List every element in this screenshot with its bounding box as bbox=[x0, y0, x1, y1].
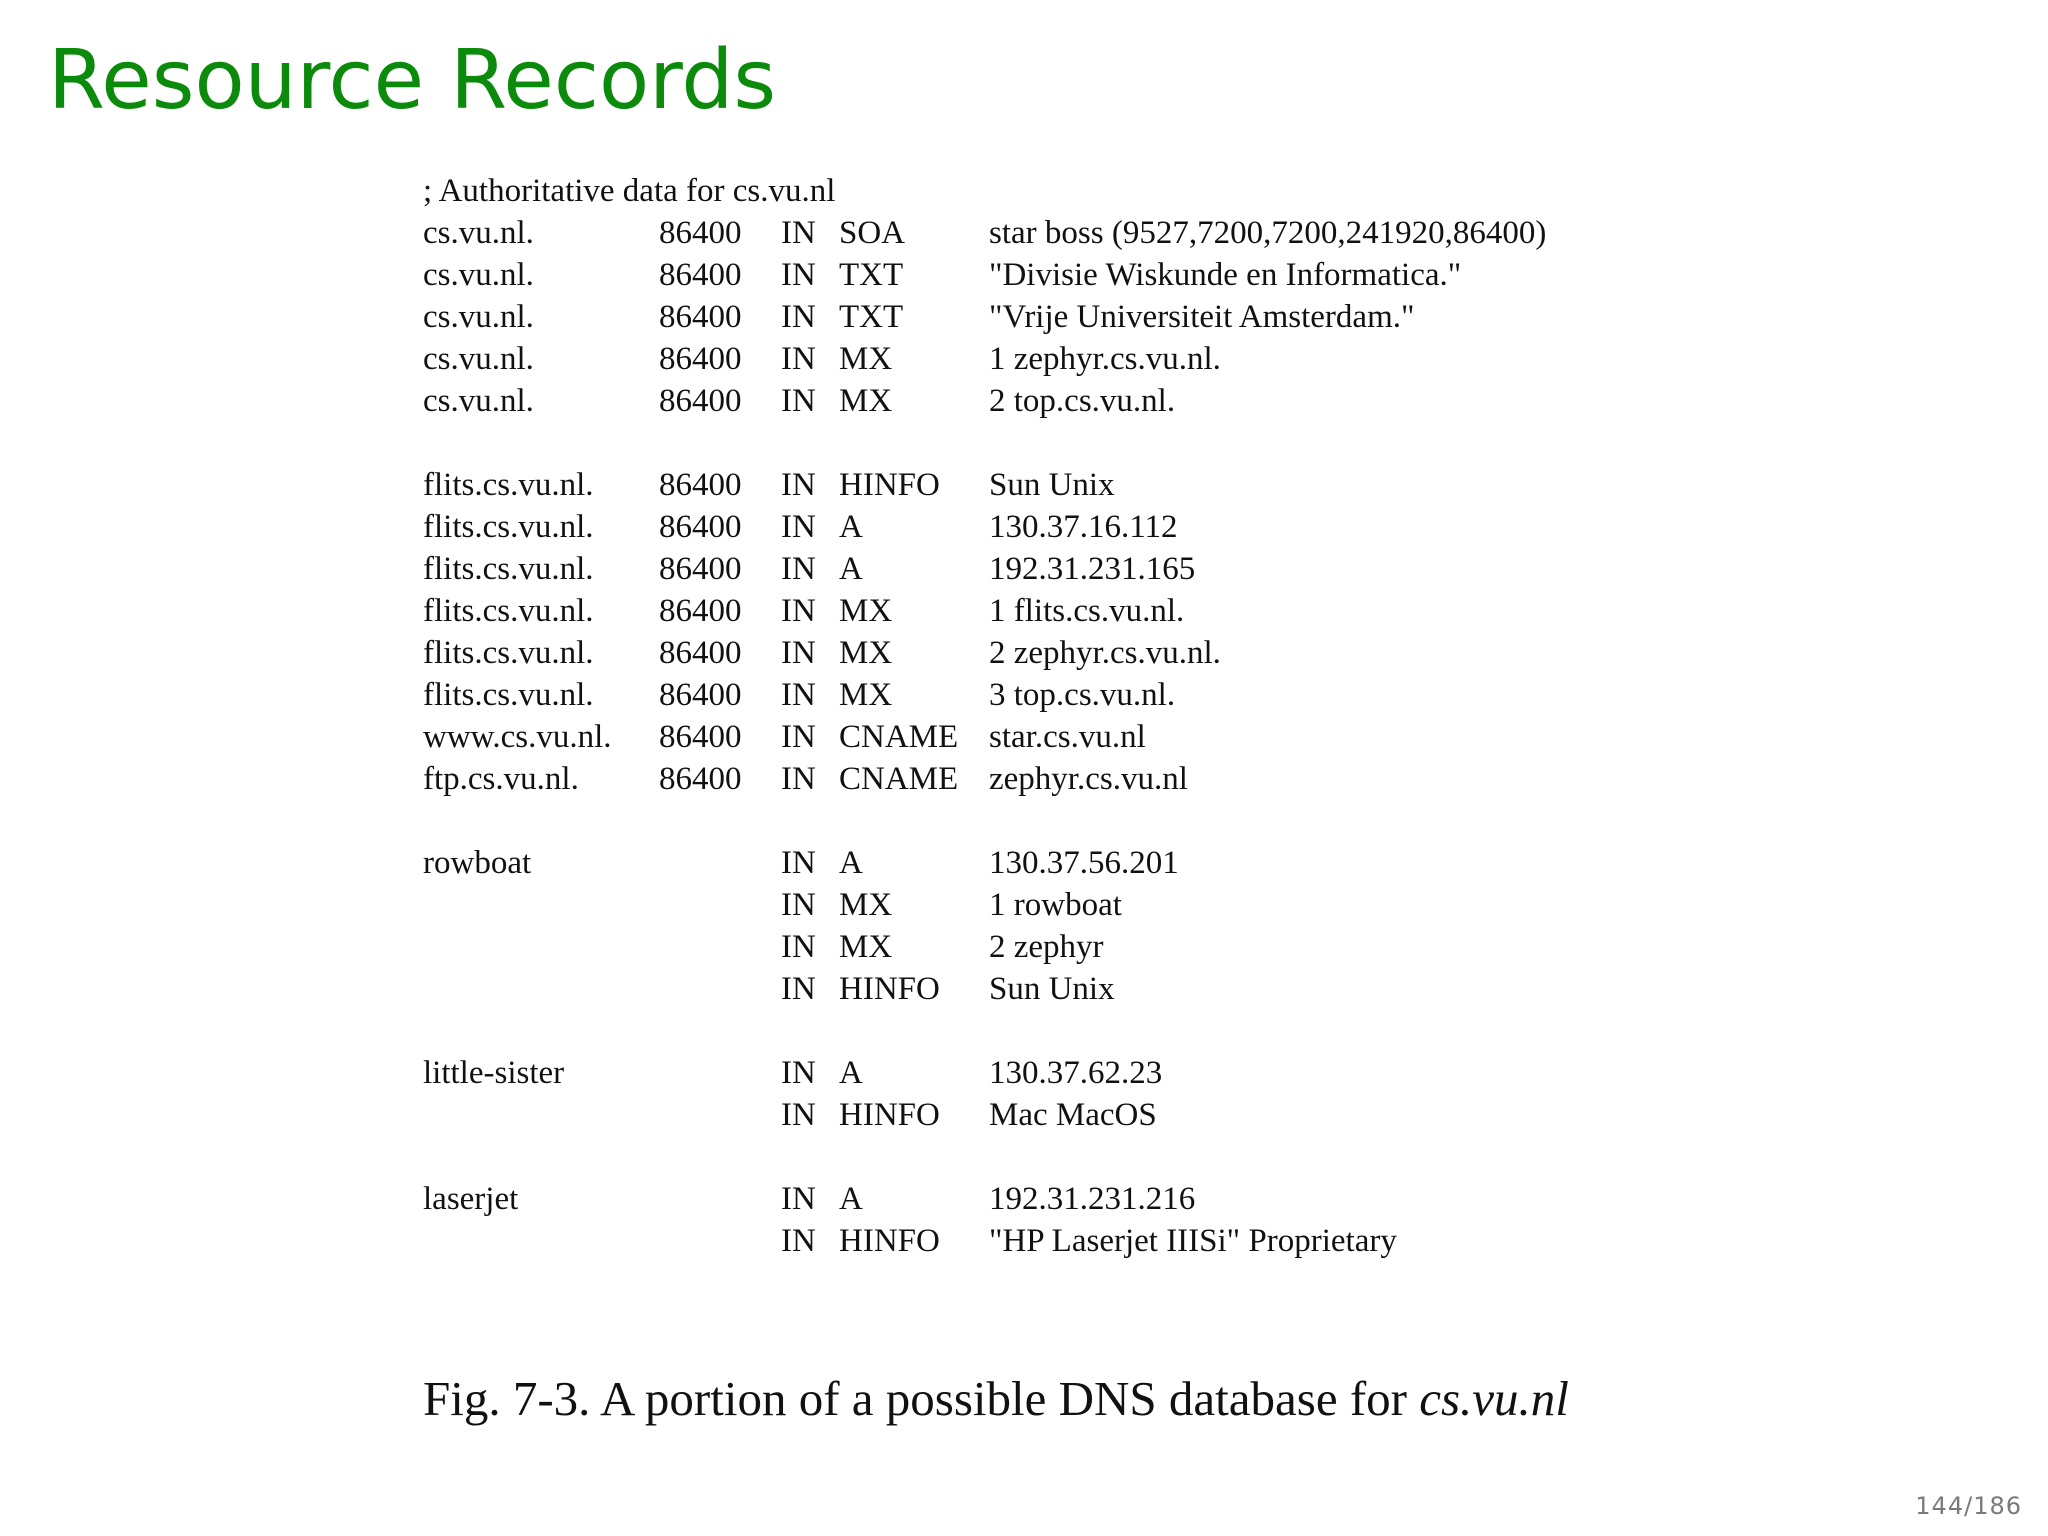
record-value: Sun Unix bbox=[989, 467, 1115, 503]
record-ttl: 86400 bbox=[659, 635, 742, 671]
resource-record-row bbox=[423, 1178, 1196, 1220]
record-ttl: 86400 bbox=[659, 215, 742, 251]
record-class: IN bbox=[781, 845, 816, 881]
record-class: IN bbox=[781, 1181, 816, 1217]
record-type: MX bbox=[839, 635, 893, 671]
record-class: IN bbox=[781, 551, 816, 587]
record-name: flits.cs.vu.nl. bbox=[423, 551, 594, 587]
record-ttl: 86400 bbox=[659, 509, 742, 545]
resource-record-row bbox=[423, 716, 1146, 758]
record-value: Sun Unix bbox=[989, 971, 1115, 1007]
resource-record-row bbox=[423, 1052, 1163, 1094]
record-type: MX bbox=[839, 341, 893, 377]
record-ttl: 86400 bbox=[659, 383, 742, 419]
record-value: star.cs.vu.nl bbox=[989, 719, 1146, 755]
zone-comment: ; Authoritative data for cs.vu.nl bbox=[423, 173, 836, 209]
record-name: www.cs.vu.nl. bbox=[423, 719, 612, 755]
record-value: 2 zephyr bbox=[989, 929, 1104, 965]
record-type: MX bbox=[839, 887, 893, 923]
record-type: TXT bbox=[839, 299, 904, 335]
resource-record-row bbox=[423, 548, 1196, 590]
record-value: 1 zephyr.cs.vu.nl. bbox=[989, 341, 1221, 377]
resource-record-row bbox=[423, 674, 1176, 716]
record-type: HINFO bbox=[839, 971, 940, 1007]
page-separator: / bbox=[1964, 1492, 1974, 1520]
record-value: zephyr.cs.vu.nl bbox=[989, 761, 1188, 797]
record-type: MX bbox=[839, 677, 893, 713]
record-value: 2 top.cs.vu.nl. bbox=[989, 383, 1176, 419]
record-name: flits.cs.vu.nl. bbox=[423, 509, 594, 545]
record-class: IN bbox=[781, 341, 816, 377]
record-class: IN bbox=[781, 761, 816, 797]
resource-record-row bbox=[423, 968, 1115, 1010]
resource-record-row bbox=[423, 338, 1221, 380]
resource-record-row bbox=[423, 842, 1179, 884]
record-spacer bbox=[423, 1010, 835, 1052]
record-value: 2 zephyr.cs.vu.nl. bbox=[989, 635, 1221, 671]
record-class: IN bbox=[781, 1223, 816, 1259]
record-class: IN bbox=[781, 719, 816, 755]
figure-caption bbox=[423, 1370, 1569, 1427]
record-class: IN bbox=[781, 593, 816, 629]
caption-domain: cs.vu.nl bbox=[1419, 1371, 1569, 1426]
record-name: little-sister bbox=[423, 1055, 565, 1091]
record-value: "Divisie Wiskunde en Informatica." bbox=[989, 257, 1462, 293]
record-type: A bbox=[839, 509, 863, 545]
record-value: Mac MacOS bbox=[989, 1097, 1157, 1133]
page-indicator bbox=[1915, 1492, 2022, 1520]
record-type: A bbox=[839, 845, 863, 881]
record-value: 1 flits.cs.vu.nl. bbox=[989, 593, 1185, 629]
record-type: SOA bbox=[839, 215, 906, 251]
record-value: "Vrije Universiteit Amsterdam." bbox=[989, 299, 1415, 335]
record-class: IN bbox=[781, 677, 816, 713]
resource-record-row bbox=[423, 464, 1115, 506]
record-ttl: 86400 bbox=[659, 677, 742, 713]
record-type: CNAME bbox=[839, 761, 959, 797]
record-type: MX bbox=[839, 929, 893, 965]
record-type: HINFO bbox=[839, 467, 940, 503]
resource-record-row bbox=[423, 1094, 1157, 1136]
resource-record-row bbox=[423, 632, 1221, 674]
record-name: laserjet bbox=[423, 1181, 519, 1217]
record-value: 192.31.231.216 bbox=[989, 1181, 1196, 1217]
record-type: HINFO bbox=[839, 1097, 940, 1133]
record-class: IN bbox=[781, 1097, 816, 1133]
record-class: IN bbox=[781, 971, 816, 1007]
record-class: IN bbox=[781, 467, 816, 503]
record-type: A bbox=[839, 1181, 863, 1217]
record-name: cs.vu.nl. bbox=[423, 383, 534, 419]
record-class: IN bbox=[781, 635, 816, 671]
page-current: 144 bbox=[1915, 1492, 1965, 1520]
dns-database-listing bbox=[423, 170, 1547, 1262]
record-type: CNAME bbox=[839, 719, 959, 755]
record-class: IN bbox=[781, 215, 816, 251]
record-ttl: 86400 bbox=[659, 551, 742, 587]
record-name: ftp.cs.vu.nl. bbox=[423, 761, 579, 797]
record-ttl: 86400 bbox=[659, 593, 742, 629]
record-value: 130.37.16.112 bbox=[989, 509, 1178, 545]
record-class: IN bbox=[781, 509, 816, 545]
resource-record-row bbox=[423, 590, 1185, 632]
record-class: IN bbox=[781, 299, 816, 335]
record-value: "HP Laserjet IIISi" Proprietary bbox=[989, 1223, 1397, 1259]
resource-record-row bbox=[423, 380, 1176, 422]
record-class: IN bbox=[781, 887, 816, 923]
resource-record-row bbox=[423, 254, 1462, 296]
record-value: 1 rowboat bbox=[989, 887, 1122, 923]
record-class: IN bbox=[781, 929, 816, 965]
slide-title: Resource Records bbox=[48, 33, 777, 128]
record-name: flits.cs.vu.nl. bbox=[423, 677, 594, 713]
record-ttl: 86400 bbox=[659, 761, 742, 797]
record-class: IN bbox=[781, 1055, 816, 1091]
caption-text: Fig. 7-3. A portion of a possible DNS database for bbox=[423, 1371, 1420, 1426]
record-ttl: 86400 bbox=[659, 467, 742, 503]
record-value: star boss (9527,7200,7200,241920,86400) bbox=[989, 215, 1547, 251]
record-class: IN bbox=[781, 383, 816, 419]
resource-record-row bbox=[423, 758, 1188, 800]
record-type: A bbox=[839, 551, 863, 587]
record-type: HINFO bbox=[839, 1223, 940, 1259]
record-type: TXT bbox=[839, 257, 904, 293]
resource-record-row bbox=[423, 296, 1415, 338]
resource-record-row bbox=[423, 884, 1122, 926]
record-spacer bbox=[423, 800, 835, 842]
resource-record-row bbox=[423, 1220, 1397, 1262]
record-name: cs.vu.nl. bbox=[423, 215, 534, 251]
record-name: flits.cs.vu.nl. bbox=[423, 635, 594, 671]
resource-record-row bbox=[423, 926, 1104, 968]
record-name: flits.cs.vu.nl. bbox=[423, 467, 594, 503]
record-name: cs.vu.nl. bbox=[423, 257, 534, 293]
record-spacer bbox=[423, 422, 835, 464]
record-type: MX bbox=[839, 383, 893, 419]
resource-record-row bbox=[423, 212, 1547, 254]
resource-record-row bbox=[423, 506, 1178, 548]
record-value: 192.31.231.165 bbox=[989, 551, 1196, 587]
record-ttl: 86400 bbox=[659, 341, 742, 377]
record-type: A bbox=[839, 1055, 863, 1091]
resource-record-list bbox=[423, 212, 1547, 1262]
record-value: 3 top.cs.vu.nl. bbox=[989, 677, 1176, 713]
record-ttl: 86400 bbox=[659, 719, 742, 755]
record-name: flits.cs.vu.nl. bbox=[423, 593, 594, 629]
record-name: cs.vu.nl. bbox=[423, 299, 534, 335]
record-value: 130.37.56.201 bbox=[989, 845, 1179, 881]
record-class: IN bbox=[781, 257, 816, 293]
record-name: cs.vu.nl. bbox=[423, 341, 534, 377]
record-ttl: 86400 bbox=[659, 299, 742, 335]
record-spacer bbox=[423, 1136, 835, 1178]
record-type: MX bbox=[839, 593, 893, 629]
record-ttl: 86400 bbox=[659, 257, 742, 293]
page-total: 186 bbox=[1973, 1492, 2022, 1520]
record-value: 130.37.62.23 bbox=[989, 1055, 1163, 1091]
record-name: rowboat bbox=[423, 845, 532, 881]
